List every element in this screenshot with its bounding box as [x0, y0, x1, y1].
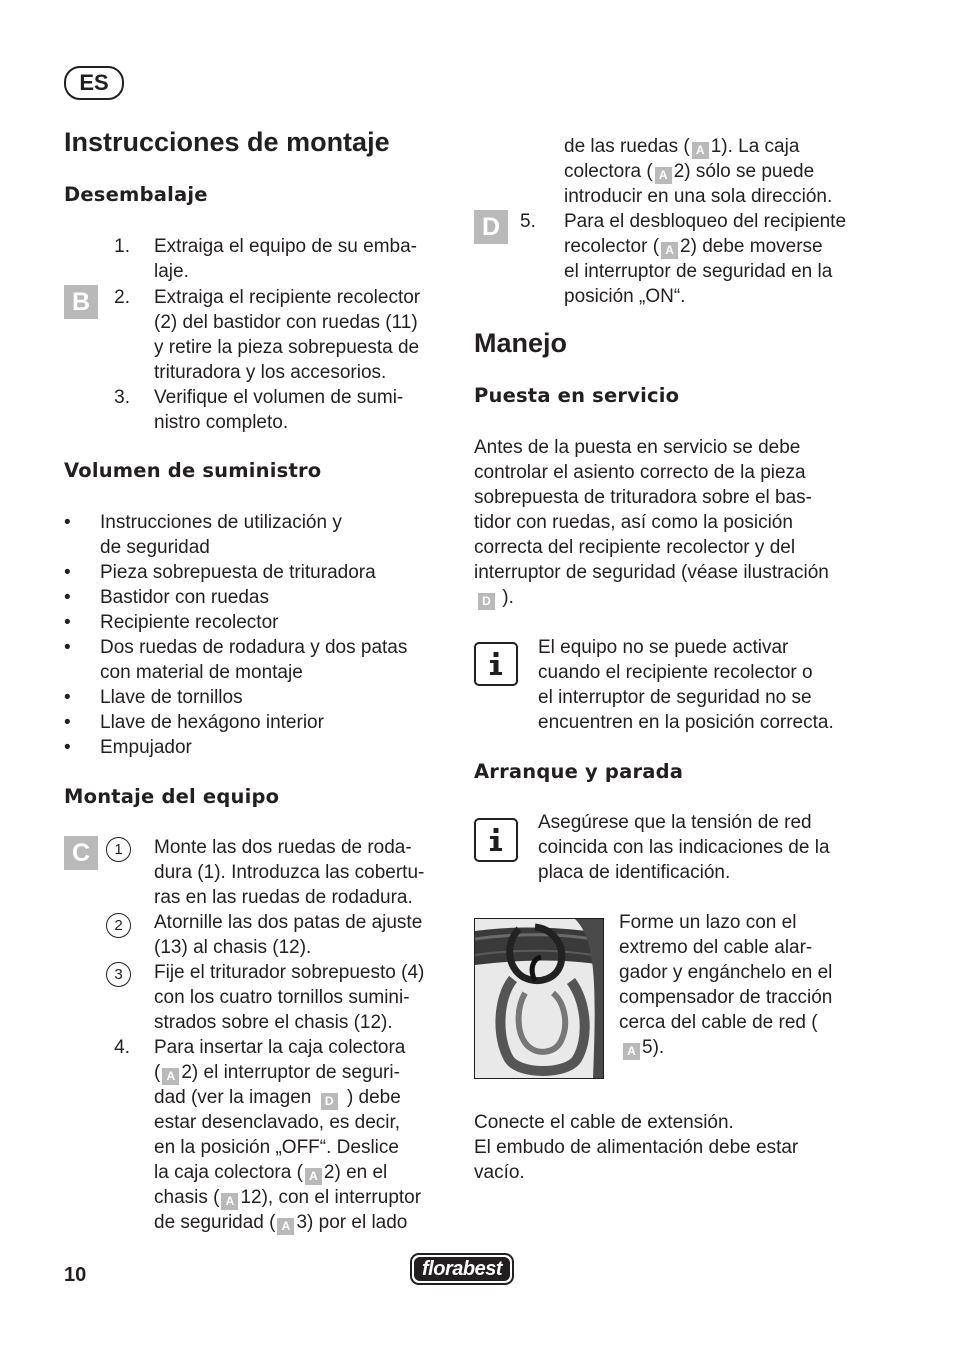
paragraph-line: El embudo de alimentación debe estar [474, 1137, 799, 1158]
page-number: 10 [64, 1264, 87, 1286]
bullet-icon: • [64, 687, 71, 708]
info-icon [474, 818, 518, 862]
paragraph-line: Antes de la puesta en servicio se debe [474, 437, 801, 458]
step-line: en la posición „OFF“. Deslice [154, 1137, 399, 1158]
figure-a-icon: A [661, 242, 678, 259]
step-line [154, 1060, 400, 1085]
note-line: cuando el recipiente recolector o [538, 662, 813, 683]
step-line: Atornille las dos patas de ajuste [154, 912, 423, 933]
figure-b-marker: B [64, 285, 98, 319]
section-heading-montaje: Montaje del equipo [64, 785, 280, 808]
list-item-line: Llave de tornillos [100, 687, 243, 708]
list-item-line: nistro completo. [154, 412, 289, 433]
list-item-line: Bastidor con ruedas [100, 587, 269, 608]
text-span: ( [154, 1062, 161, 1083]
section-heading-desembalaje: Desembalaje [64, 183, 208, 206]
paragraph-line [474, 585, 514, 610]
list-item-line: Verifique el volumen de sumi- [154, 387, 404, 408]
text-span: de seguridad ( [154, 1212, 276, 1233]
step-line: Para el desbloqueo del recipiente [564, 211, 847, 232]
text-span: dad (ver la imagen [154, 1087, 312, 1108]
text-span: recolector ( [564, 236, 660, 257]
bullet-icon: • [64, 587, 71, 608]
figure-d-icon: D [478, 593, 495, 610]
list-item-line: Extraiga el recipiente recolector [154, 287, 421, 308]
bullet-icon: • [64, 712, 71, 733]
text-span: 2) debe moverse [680, 236, 823, 257]
list-item-line: Extraiga el equipo de su emba- [154, 236, 417, 257]
caption-line: compensador de tracción [619, 987, 833, 1008]
text-span: 12), con el interruptor [240, 1187, 422, 1208]
list-item-line: de seguridad [100, 537, 210, 558]
step-line: estar desenclavado, es decir, [154, 1112, 401, 1133]
text-span: colectora ( [564, 161, 653, 182]
list-number: 5. [520, 211, 536, 232]
step-line: strados sobre el chasis (12). [154, 1012, 393, 1033]
step-line [154, 1160, 387, 1185]
list-number: 2. [114, 287, 130, 308]
note-line: coincida con las indicaciones de la [538, 837, 830, 858]
list-item-line: y retire la pieza sobrepuesta de [154, 337, 420, 358]
note-line: placa de identificación. [538, 862, 731, 883]
text-span: 2) sólo se puede [673, 161, 815, 182]
step-line: (13) al chasis (12). [154, 937, 312, 958]
info-icon [474, 642, 518, 686]
section-heading-arranque: Arranque y parada [474, 760, 684, 783]
paragraph-line: controlar el asiento correcto de la pieza [474, 462, 806, 483]
figure-a-icon: A [221, 1193, 238, 1210]
step-line: introducir en una sola dirección. [564, 186, 833, 207]
page-title: Instrucciones de montaje [64, 127, 390, 157]
section-heading-puesta: Puesta en servicio [474, 384, 680, 407]
list-item-line: Recipiente recolector [100, 612, 279, 633]
note-line: El equipo no se puede activar [538, 637, 789, 658]
cable-loop-illustration [475, 919, 603, 1078]
step-line: con los cuatro tornillos sumini- [154, 987, 410, 1008]
caption-line: gador y engánchelo en el [619, 962, 833, 983]
brand-logo-text: florabest [414, 1257, 510, 1281]
step-line: ras en las ruedas de rodadura. [154, 887, 413, 908]
step-line [154, 1210, 407, 1235]
list-number: 1. [114, 236, 130, 257]
paragraph-line: vacío. [474, 1162, 525, 1183]
figure-a-icon: A [623, 1043, 640, 1060]
caption-line: Forme un lazo con el [619, 912, 797, 933]
list-item-line: Instrucciones de utilización y [100, 512, 342, 533]
info-glyph [476, 820, 516, 860]
list-item-line: Pieza sobrepuesta de trituradora [100, 562, 376, 583]
info-glyph [476, 644, 516, 684]
brand-logo [410, 1253, 514, 1285]
text-span: ). [502, 587, 514, 608]
caption-line: extremo del cable alar- [619, 937, 813, 958]
list-item-line: (2) del bastidor con ruedas (11) [154, 312, 418, 333]
figure-c-marker: C [64, 836, 98, 870]
step-line: el interruptor de seguridad en la [564, 261, 833, 282]
note-line: encuentren en la posición correcta. [538, 712, 834, 733]
list-item-line: trituradora y los accesorios. [154, 362, 387, 383]
step-line [564, 134, 799, 159]
bullet-icon: • [64, 737, 71, 758]
paragraph-line: tidor con ruedas, así como la posición [474, 512, 793, 533]
step-line [564, 159, 814, 184]
figure-d-marker: D [474, 210, 508, 244]
figure-a-icon: A [305, 1168, 322, 1185]
list-item-line: Llave de hexágono interior [100, 712, 324, 733]
text-span: 1). La caja [710, 136, 800, 157]
language-badge: ES [64, 66, 124, 100]
list-item-line: laje. [154, 261, 189, 282]
paragraph-line: Conecte el cable de extensión. [474, 1112, 734, 1133]
section-title-manejo: Manejo [474, 328, 568, 358]
figure-a-icon: A [277, 1218, 294, 1235]
bullet-icon: • [64, 637, 71, 658]
list-item-line: Empujador [100, 737, 192, 758]
step-line: Monte las dos ruedas de roda- [154, 837, 412, 858]
section-heading-volumen: Volumen de suministro [64, 459, 322, 482]
step-circle-icon: 2 [106, 913, 131, 938]
caption-line: cerca del cable de red ( [619, 1012, 818, 1033]
note-line: el interruptor de seguridad no se [538, 687, 812, 708]
bullet-icon: • [64, 612, 71, 633]
figure-a-icon: A [162, 1068, 179, 1085]
list-number: 3. [114, 387, 130, 408]
paragraph-line: interruptor de seguridad (véase ilustración [474, 562, 829, 583]
step-line [564, 234, 823, 259]
figure-a-icon: A [655, 167, 672, 184]
note-line: Asegúrese que la tensión de red [538, 812, 812, 833]
list-item-line: Dos ruedas de rodadura y dos patas [100, 637, 408, 658]
step-line [154, 1085, 401, 1110]
list-number: 4. [114, 1037, 130, 1058]
step-circle-icon: 3 [106, 962, 131, 987]
text-span: 2) el interruptor de seguri- [181, 1062, 400, 1083]
bullet-icon: • [64, 562, 71, 583]
figure-d-icon: D [321, 1093, 338, 1110]
step-line: dura (1). Introduzca las cobertu- [154, 862, 425, 883]
step-line: Fije el triturador sobrepuesto (4) [154, 962, 425, 983]
caption-line [619, 1035, 664, 1060]
step-line [154, 1185, 421, 1210]
bullet-icon: • [64, 512, 71, 533]
text-span: 3) por el lado [296, 1212, 408, 1233]
figure-a-icon: A [692, 142, 709, 159]
cable-loop-photo [474, 918, 604, 1079]
text-span: ) debe [346, 1087, 401, 1108]
step-line: posición „ON“. [564, 286, 686, 307]
text-span: 5). [642, 1037, 665, 1058]
step-circle-icon: 1 [106, 837, 131, 862]
text-span: chasis ( [154, 1187, 220, 1208]
text-span: 2) en el [323, 1162, 388, 1183]
list-item-line: con material de montaje [100, 662, 303, 683]
step-line: Para insertar la caja colectora [154, 1037, 406, 1058]
paragraph-line: correcta del recipiente recolector y del [474, 537, 796, 558]
text-span: la caja colectora ( [154, 1162, 303, 1183]
paragraph-line: sobrepuesta de trituradora sobre el bas- [474, 487, 812, 508]
text-span: de las ruedas ( [564, 136, 690, 157]
